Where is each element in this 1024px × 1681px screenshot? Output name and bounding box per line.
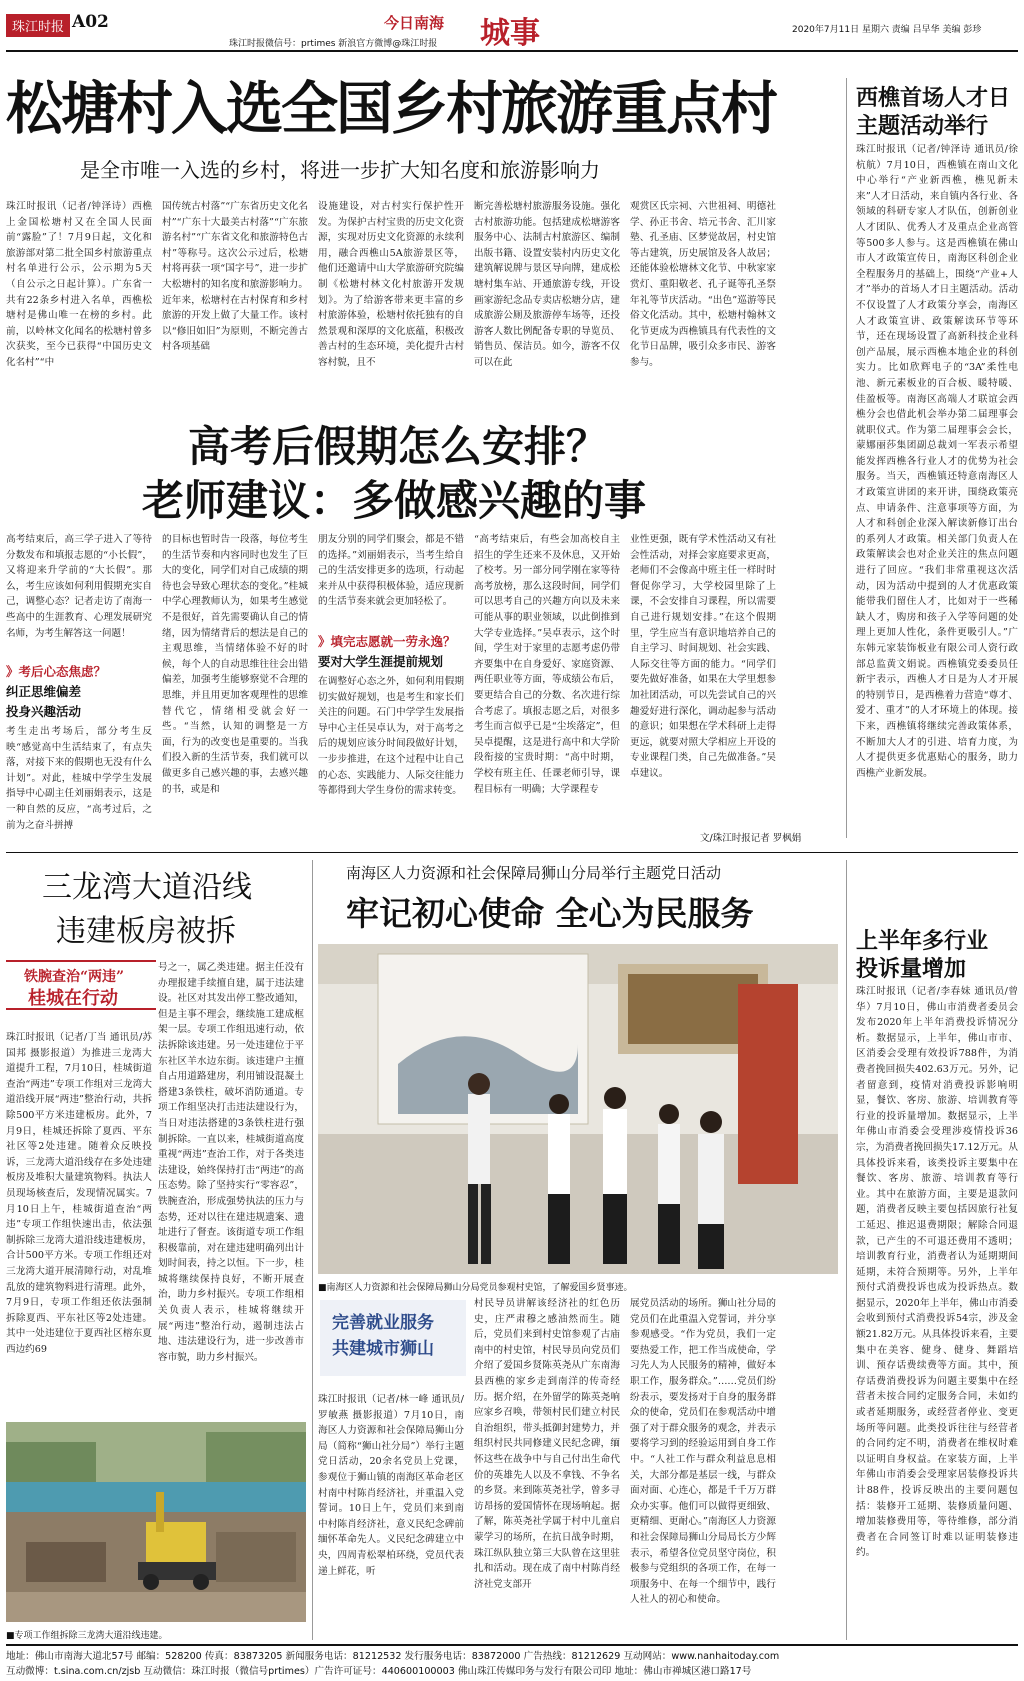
- column-rule-mid: [312, 860, 313, 1640]
- right2-body: 珠江时报讯（记者/李春妹 通讯员/曾华）7月10日，佛山市消费者委员会发布2020年上半年消费投诉情况分析。数据显示，上半年，佛山市市、区消委会受理有效投诉788件，为消费者挽回损失402.63万元。另外，记者留意到，疫情对消费投诉影响明显，餐饮、客房、旅游、培训教育等行业的投诉量增加。数据显示，上半年佛山市消委会受理涉疫情投诉36宗，为消费者挽回损失17.12万元。从具体投诉来看，该类投诉主要集中在餐饮、客房、旅游、培训教育等行业。其中在旅游方面，主要是退款问题，消费者反映主要包括因旅行社复工延迟、推迟退费期限；解除合同退款，已产生的不可退还费用不透明；培训教育行业，消费者认为延期期间延期，未符合预期等。另外，上半年预付式消费投诉也成为投诉热点。数据显示，2020年上半年，佛山市消委会收到预付式消费投诉54宗，涉及金额21.82万元。从具体投诉来看，主要集中在美容、健身、健身、舞蹈培训、预存话费续费等方面。其中，预存话费消费投诉为问题主要集中在经营者未按合同约定服务合同，未如约或者延期服务，或经营者停业、变更场所等问题。此类投诉往往与经营者的合同约定不明，消费者在维权时难以证明自身权益。在家装方面，上半年佛山市消委会受理家居装修投诉共计88件，投诉反映出的主要问题包括：装修开工延期、装修质量问题、增加装修费用等，等待维修，部分消费者在合同签订时难以证明装修违约。: [856, 986, 1018, 1559]
- page-number: A02: [72, 12, 109, 32]
- party-caption: ■南海区人力资源和社会保障局狮山分局党员参观村史馆，了解爱国乡贤事迹。: [318, 1283, 633, 1293]
- footer-line-1: 地址：佛山市南海大道北57号 邮编：528200 传真：83873205 新闻服务电话：81212532 发行服务电话：83872000 广告热线：81212629 互动网站：www.nanhaitoday.com: [6, 1651, 780, 1662]
- sanlong-badge-line1: 铁腕查治“两违”: [24, 969, 125, 985]
- header-rule: [6, 50, 1018, 52]
- exam-col3-top: 朋友分别的同学们聚会，都是不错的选择。”刘丽娟表示，当考生给自己的生活安排更多的选项，行动起来并从中获得积极体验，适应现新的生活节奏来就会更加轻松了。: [318, 534, 464, 608]
- exam-intro: 高考结束后，高三学子进入了等待分数发布和填报志愿的“小长假”，又将迎来升学前的“大长假”。那么，考生应该如何利用假期充实自己，调整心态？记者走访了南海一些高中的生涯教育、心理发展研究名师，为考生解答这一问题！: [6, 534, 152, 639]
- lead-col-1: 珠江时报讯（记者/钟泽诗）西樵上金国松塘村又在全国人民面前“露脸”了！7月9日起，文化和旅游部对第二批全国乡村旅游重点村名单进行公示，公示期为5天（自公示之日起计算）。广东省一共有22条乡村进入名单，西樵松塘村是佛山唯一在榜的乡村。此前，以岭林文化闻名的松塘村曾多次获奖，至今已获得“中国历史文化名村”“中: [6, 201, 152, 368]
- exam-col1-body: 考生走出考场后，部分考生反映“感觉高中生活结束了，有点失落，对接下来的假期也无没有什么计划”。对此，桂城中学学生发展指导中心副主任刘丽娟表示，这是一种自然的反应，“高考过后，之前为之奋斗拼搏: [6, 726, 152, 831]
- exam-credit: 文/珠江时报记者 罗枫娟: [700, 833, 802, 844]
- exam-col-5: 业性更强，既有学术性活动又有社会性活动，对择会家庭要求更高，老师们不会像高中班主任一样时时督促你学习，大学校园里除了上课，不会安排自习课程，所以需要自己进行规划安排。”在这个假期里，学生应当有意识地培养自己的自主学习、时间规划、社会实践、人际交往等方面的能力。“同学们要先做好准备，如果在大学里想参加社团活动，可以先尝试自己的兴趣爱好进行深化，调动起参与活动的意识；如果想在学术科研上走得更远，就要对照大学相应上开设的专业课程门类，自己先做准备。”吴卓建议。: [630, 534, 776, 779]
- party-col-2: 村民导员讲解该经济社的红色历史，庄严肃穆之感油然而生。随后，党员们来到村史馆参观了古庙南中的村史馆，村民导员向党员们介绍了爱国乡贤陈英尧从广东南海县西樵的家乡走到南洋的传奇经历。据介绍，在外留学的陈英尧响应家乡召唤，带领村民们建立村民自治组织，带头抵御封建势力，并组织村民共同修建义民纪念碑，缅怀这些在战争中与自己付出生命代价的英雄先人以及不拿钱、不争名的乡贤。来到陈英尧社学，曾多寻访昂扬的爱国情怀在现场响起。据了解，陈英尧社学属于村中儿童启蒙学习的场所，在抗日战争时期，珠江纵队独立第三大队曾在这里驻扎和活动。现在成了南中村陈肖经济社党支部开: [474, 1298, 620, 1590]
- exam-col-2: 的目标也暂时告一段落，每位考生的生活节奏和内容同时也发生了巨大的变化，同学们对自己成绩的期待也会导致心理状态的变化。”桂城中学心理教师认为，如果考生感觉不是很好，首先需要确认自己的情绪，因为情绪背后的想法是自己的主观思维，当情绪体验不好的时候，每个人的自动思维往往会出错偏差，加强考生能够察觉不合理的思维，并且用更加客观理性的思维替代它，情绪相受就会好一些。“当然，认知的调整是一方面，行为的改变也是重要的。当我们投入新的生活节奏，我们就可以做更多自己感兴趣的事，去感兴趣的书，或是和: [162, 534, 308, 795]
- right1-title: 西樵首场人才日主题活动举行: [856, 85, 1011, 139]
- party-kicker: 南海区人力资源和社会保障局狮山分局举行主题党日活动: [346, 864, 722, 882]
- footer-rule: [6, 1644, 1018, 1646]
- weibo-line: 珠江时报微信号：prtimes 新浪官方微博@珠江时报: [229, 39, 438, 49]
- lead-col-5: 观赏区氏宗祠、六世祖祠、明德社学、孙正书舍、培元书舍、汇川家塾、孔圣庙、区梦觉故居，村史馆等古建筑，历史展馆及各人故居；还能体验松塘林文化节、中秋家家赏灯、重阳敬老、孔子诞等孔圣祭年礼等节庆活动。“出色”巡游等民俗文化活动。其中，松塘村翰林文化节更成为西樵镇具有代表性的文化节日品牌，吸引众多市民、游客参与。: [630, 201, 776, 368]
- sanlong-caption: ■专项工作组拆除三龙湾大道沿线违建。: [6, 1631, 168, 1641]
- demolition-photo: [6, 1422, 306, 1622]
- column-rule-right-2: [846, 860, 847, 1640]
- party-badge-line1: 完善就业服务: [332, 1313, 434, 1333]
- exam-subhead-2: 》填完志愿就一劳永逸？: [318, 634, 456, 649]
- right2-title-1: 上半年多行业: [856, 928, 989, 954]
- newspaper-logo: 珠江时报: [6, 14, 70, 37]
- right1-body: 珠江时报讯（记者/钟泽诗 通讯员/徐杭航）7月10日，西樵镇在南山文化中心举行“产业新西樵，樵见新未来”人才日活动，来自镇内各行业、各领域的科研专家人才队伍，创新创业人才团队、优秀人才及重点企业高管等500多人参与。这是西樵镇在佛山市人才政策宣传日，南海区科创企业全程服务月的基础上，围绕“产业+人才”举办的首场人才日主题活动。活动不仅设置了人才政策分享会，南海区人才政策宣讲、政策解读环节等环节，还在现场设置了高新科技企业科创产品展，展示西樵本地企业的科创实力。比如欣辉电子的“3A”柔性电池、新元素板业的百合板、暖特暖、佳盈板等。南海区高端人才联谊会西樵分会也借此机会举办第二届理事会就职仪式。作为第二届理事会会长，蒙娜丽莎集团副总裁刘一军表示希望能发挥西樵各行业人才的优势为社会服务。当天，西樵镇还特意南海区人才政策宣讲团的来开讲，围绕政策亮点、申请条件、注意事项等方面，为人才和科创企业深入解读新修订出台的系列人才政策。相关部门负责人在政策解读会也对企业关注的焦点问题进行了回应。“我们非常重视这次活动，因为活动中提到的人才优惠政策能带我们留住人才，比如对于一些稀缺人才，购房和孩子入学等问题的处理上更加人性化，条件更吸引人。”广东韩元家装饰板业有限公司人资行政部总监黄文娟说。西樵镇党委委员任新宇表示，西樵人才日是为人才开展的特别节日，是西樵着力营造“尊才、爱才、重才”的人才环境上的体现。接下来，西樵镇将继续完善政策体系，不断加大人才的引进、培育力度，为人才提供更多优惠贴心的服务，助力西樵产业新发展。: [856, 144, 1018, 779]
- sanlong-badge-line2: 桂城在行动: [28, 988, 118, 1009]
- footer-line-2: 互动微博：t.sina.com.cn/zjsb 互动微信：珠江时报（微信号prtimes）广告许可证号：440600100003 佛山珠江传媒印务与发行有限公司印 地址：佛山市禅城区港口路17号: [6, 1666, 752, 1677]
- lead-subtitle: 是全市唯一入选的乡村，将进一步扩大知名度和旅游影响力: [80, 158, 600, 182]
- exam-subhead-2b: 要对大学生涯提前规划: [318, 654, 444, 669]
- sanlong-col-2: 号之一，属乙类违建。据主任没有办理报建手续擅自建，属于违法建设。社区对其发出停工整改通知，但是主事不理会，继续施工建成框架一层。专项工作组迅速行动，依法拆除该违建。另一处违建位于平东社区羊水边东街。该违建户主擅自占用道路建房，利用铺设混凝土搭建3条铁柱，破坏消防通道。专项工作组坚决打击违法建设行为，当日对违法搭建的3条铁柱进行强制拆除。一直以来，桂城街道高度重视“两违”查治工作，对于各类违法建设，始终保持打击“两违”的高压态势。除了坚持实行“零容忍”，铁腕查治，形成强势执法的压力与态势，还对以往在建违规遗案、遗址进行了督查。该街道专项工作组积极靠前，对在建违建明确列出计划时间表，持之以恒。下一步，桂城将继续保持良好，不断开展查治，助力乡村振兴。专项工作组相关负责人表示，桂城将继续开展“两违”整治行动，遏制违法占地、违法建设行为，进一步改善市容市貌，助力乡村振兴。: [158, 962, 304, 1363]
- section-kicker: 今日南海: [384, 14, 445, 32]
- sanlong-badge: [6, 960, 156, 1010]
- issue-date: 2020年7月11日 星期六 责编 吕早华 美编 彭珍: [792, 25, 982, 35]
- exam-subhead-1c: 投身兴趣活动: [6, 704, 82, 719]
- museum-photo: [318, 944, 838, 1274]
- exam-title-1: 高考后假期怎么安排？: [188, 422, 609, 471]
- exam-subhead-1: 》考后心态焦虑？: [6, 664, 107, 679]
- party-col-1: 珠江时报讯（记者/林一峰 通讯员/罗敏燕 摄影报道）7月10日，南海区人力资源和社会保障局狮山分局（简称“狮山社分局”）举行主题党日活动，20余名党员上党课，参观位于狮山镇的南海区革命老区村南中村陈肖经济社，并重温入党誓词。10日上午，党员们来到南中村陈肖经济社，意义民纪念碑前缅怀革命先人。义民纪念碑建立中央，四周青松翠柏环绕，党员代表递上鲜花，听: [318, 1394, 464, 1577]
- sanlong-title-2: 违建板房被拆: [56, 914, 236, 949]
- exam-col-4: “高考结束后，有些会加高校自主招生的学生还来不及休息，又开始了校考。另一部分同学刚在家等待高考放榜，那么这段时间，同学们可以思考自己的兴趣方向以及未来可能从事的职业领域，以此倒推到大学专业选择。”吴卓表示，这个时间，学生对于家里的志愿考虑仍带齐要集中在自身爱好、家庭资源、两任职业等方面，等成绩公布后，要更结合自己的分数、名次进行综合考虑了。填报志愿之后，对很多考生而言似乎已是“尘埃落定”，但吴卓提醒，这是进行高中和大学阶段衔接的宝贵时期：“高中时期，学校有班主任、任课老师引导，课程目标有一明确；大学课程专: [474, 534, 620, 795]
- party-badge-line2: 共建城市狮山: [332, 1339, 434, 1359]
- party-title: 牢记初心使命 全心为民服务: [346, 894, 754, 933]
- lead-title: 松塘村入选全国乡村旅游重点村: [6, 76, 776, 142]
- sanlong-title-1: 三龙湾大道沿线: [42, 870, 252, 905]
- exam-col-1: [6, 532, 152, 862]
- right2-title-2: 投诉量增加: [856, 956, 967, 982]
- mid-rule: [6, 852, 1018, 853]
- section-title: 城事: [480, 16, 540, 51]
- exam-col3-body: 在调整好心态之外，如何利用假期切实做好规划，也是考生和家长们关注的问题。石门中学学生发展指导中心主任吴卓认为，对于高考之后的规划应该分时间段做好计划，一步步推进，在这个过程中让自己的心态、实践能力、人际交往能力等都得到大学生身份的需求转变。: [318, 676, 464, 797]
- exam-col-3: [318, 532, 464, 852]
- party-col-3: 展党员活动的场所。狮山社分局的党员们在此重温入党誓词，并分享参观感受。“作为党员，我们一定要热爱工作，把工作当成使命，学习先人为人民服务的精神，做好本职工作，服务群众。”……党员们纷纷表示，要发扬对于自身的服务群众的使命，党员们在参观活动中增强了对于群众服务的观念，并表示要将学习到的经验运用到自身工作中。“人社工作与群众利益息息相关，大部分都是基层一线，与群众面对面、心连心，都是千千万万群众办实事。他们可以做得更细致、更精细、更耐心。”南海区人力资源和社会保障局狮山分局局长方少辉表示，希望各位党员坚守岗位，积极参与党组织的各项工作，在每一项服务中、在每一个细节中，践行人社人的初心和使命。: [630, 1298, 776, 1606]
- exam-title-2: 老师建议：多做感兴趣的事: [142, 476, 647, 525]
- lead-col-3: 设施建设，对古村实行保护性开发。为保护古村宝贵的历史文化资源，实现对历史文化资源的永续利用，融合西樵山5A旅游景区等，他们还邀请中山大学旅游研究院编制《松塘村林文化村旅游开发规划》。为了给游客带来更丰富的乡村旅游体验，松塘村依托独有的自然景观和深厚的文化底蕴，积极改善古村的生态环境，美化提升古村容村貌，且不: [318, 201, 464, 368]
- exam-subhead-1b: 纠正思维偏差: [6, 684, 82, 699]
- lead-col-2: 国传统古村落”“广东省历史文化名村”“广东十大最美古村落”“广东旅游名村”“广东省文化和旅游特色古村”等称号。这次公示过后，松塘村将再获一项“国字号”，进一步扩大松塘村的知名度和旅游影响力。近年来，松塘村在古村保育和乡村旅游的开发上做了大量工作。该村以“修旧如旧”为原则，不断完善古村各项基础: [162, 201, 308, 353]
- column-rule-right: [846, 78, 847, 838]
- sanlong-col-1: 珠江时报讯（记者/丁当 通讯员/苏国邦 摄影报道）为推进三龙湾大道提升工程，7月10日，桂城街道查治“两违”专项工作组对三龙湾大道沿线开展“两违”整治行动，共拆除500平方米违建板房。此外，7月9日，桂城还拆除了夏西、平东社区等2处违建。随着众反映投诉，三龙湾大道沿线存在多处违建板房及堆积大量建筑物料。执法人员现场核查后，发现情况属实。7月10日上午，桂城街道查治“两违”专项工作组快速出击，依法强制拆除三龙湾大道沿线违建板房，合计500平方米。专项工作组还对三龙湾大道开展清障行动，对乱堆乱放的建筑物料进行清理。此外，7月9日，专项工作组还依法强制拆除夏西、平东社区等2处违建。其中一处违建位于夏西社区榕东夏西边约69: [6, 1032, 152, 1355]
- lead-col-4: 断完善松塘村旅游服务设施。强化古村旅游功能。包括建成松塘游客服务中心、法制古村旅游区、编制出版书籍、设置安装村内历史文化建筑解说牌与景区导向牌，建成松塘村集车站、开通旅游专线，开设画家游纪念品专卖店松塘分店，建成旅游公厕及旅游停车场等，还投游客人数比例配备专职的导览员、销售员、保洁员。如今，游客不仅可以在此: [474, 201, 620, 368]
- masthead: [6, 12, 1018, 51]
- party-badge: [320, 1300, 466, 1376]
